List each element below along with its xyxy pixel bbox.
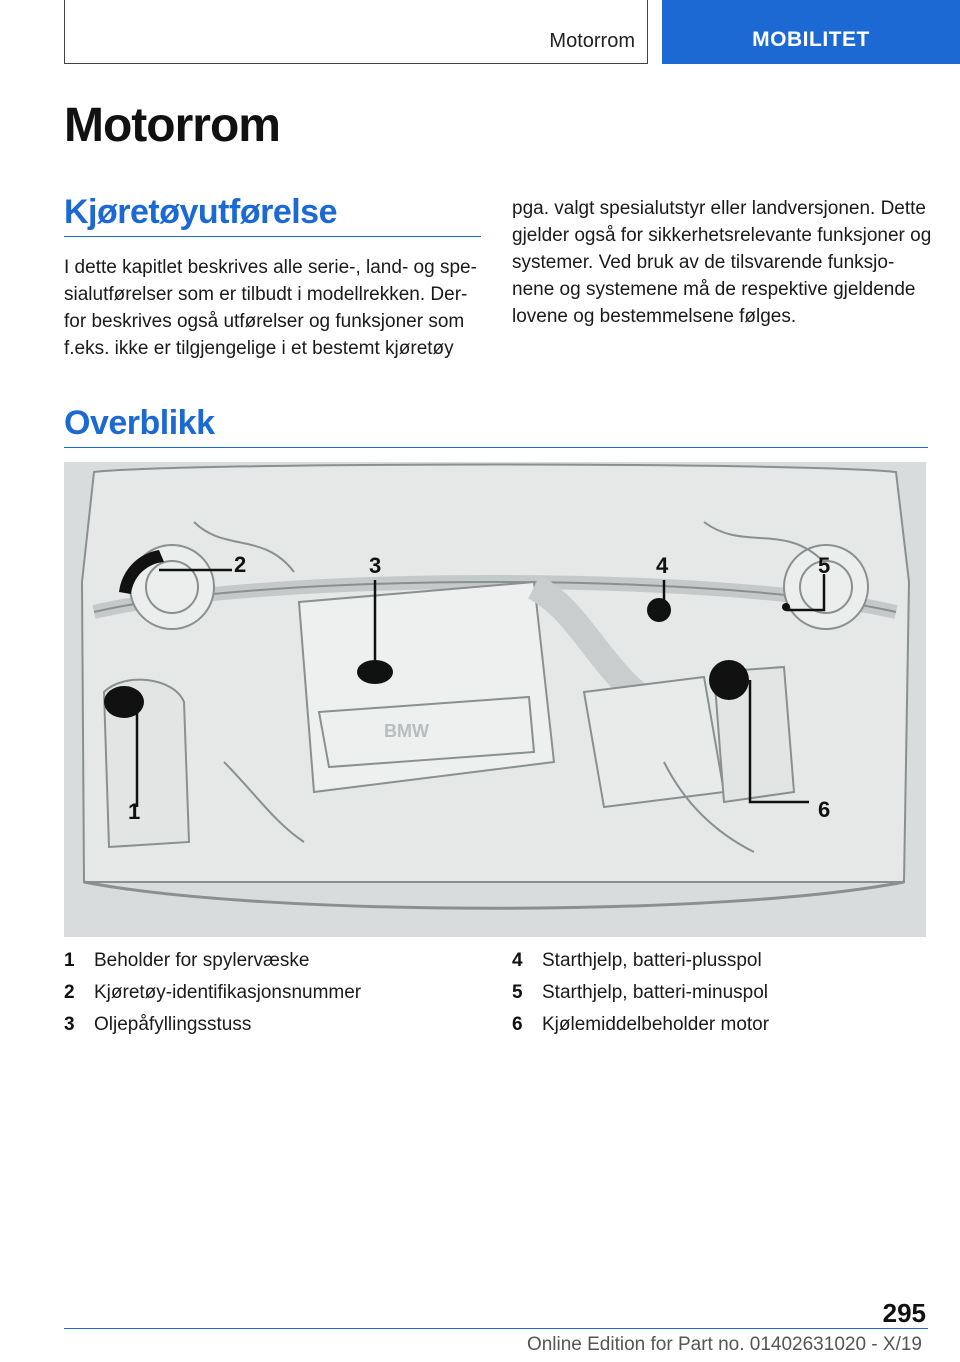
oil-filler-cap (357, 660, 393, 684)
header-chapter-label: MOBILITET (752, 28, 870, 51)
legend-text: Starthjelp, batteri-minuspol (542, 982, 768, 1003)
page-title: Motorrom (64, 99, 280, 152)
legend-number: 5 (512, 982, 523, 1003)
engine-bay-sketch (82, 465, 909, 909)
callout-4: 4 (656, 553, 669, 578)
engine-bay-drawing (64, 462, 926, 937)
section-heading-overview: Overblikk (64, 404, 928, 448)
legend-text: Starthjelp, batteri-plusspol (542, 950, 762, 971)
callout-6: 6 (818, 797, 831, 822)
legend-number: 4 (512, 950, 523, 971)
engine-bay-illustration (64, 462, 926, 937)
header-section-box (64, 0, 648, 64)
header-section-label: Motorrom (549, 30, 635, 52)
legend-text: Oljepåfyllingsstuss (94, 1014, 252, 1035)
callout-3: 3 (369, 553, 382, 578)
paragraph-vehicle-version-left: I dette kapitlet beskrives alle serie-, land- og spe-sialutførelser som er tilbudt i modellrekken. Der-for beskrives også utførelser og funksjoner som f.eks. ikke er tilgjengelige i et bestemt kjøretøy (64, 257, 477, 359)
callout-1: 1 (128, 799, 141, 824)
footer-edition-text: Online Edition for Part no. 01402631020 - X/19 (526, 1334, 922, 1355)
legend-number: 1 (64, 950, 75, 971)
section-heading-vehicle-version: Kjøretøyutførelse (64, 193, 481, 237)
paragraph-vehicle-version-right: pga. valgt spesialutstyr eller landversjonen. Dette gjelder også for sikkerhetsrelevante funksjoner og systemer. Ved bruk av de tilsvarende funksjo-nene og systemene må de respektive gjeldende lovene og bestemmelsene følges. (512, 198, 932, 327)
svg-text:BMW: BMW (384, 721, 429, 741)
page-number: 295 (882, 1298, 926, 1328)
header-chapter-tab[interactable] (662, 0, 960, 64)
legend-number: 2 (64, 982, 75, 1003)
battery-plus-terminal-cap (647, 598, 671, 622)
legend-text: Kjøretøy-identifikasjonsnummer (94, 982, 362, 1003)
callout-5: 5 (818, 553, 831, 578)
legend-number: 3 (64, 1014, 75, 1035)
legend-number: 6 (512, 1014, 523, 1035)
legend-text: Kjølemiddelbeholder motor (542, 1014, 770, 1035)
callout-2: 2 (234, 552, 247, 577)
legend-text: Beholder for spylervæske (94, 950, 310, 971)
coolant-tank-cap (709, 660, 749, 700)
footer-divider (64, 1328, 928, 1329)
